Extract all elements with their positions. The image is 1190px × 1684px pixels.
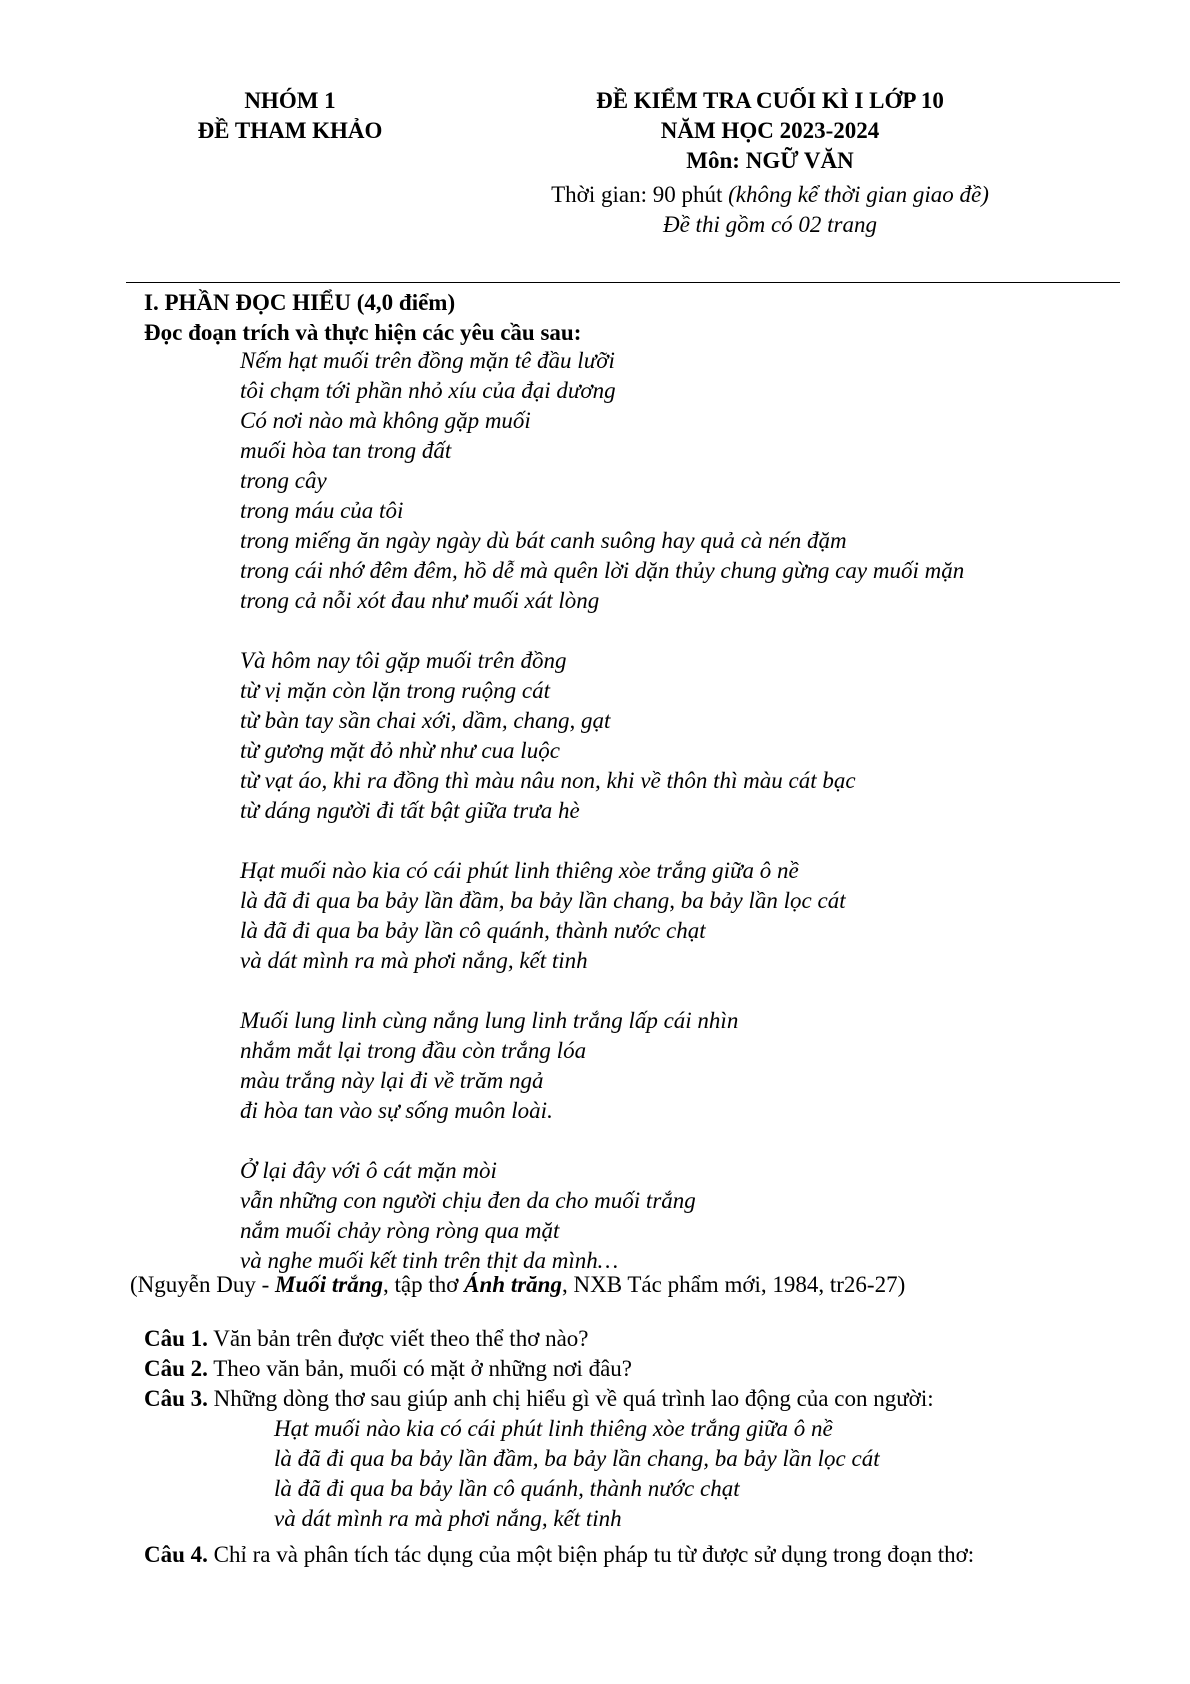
poem-line: và nghe muối kết tinh trên thịt da mình… xyxy=(240,1248,619,1273)
exam-type-label: ĐỀ THAM KHẢO xyxy=(197,118,383,143)
question-text: Những dòng thơ sau giúp anh chị hiểu gì về quá trình lao động của con người: xyxy=(207,1386,934,1411)
poem-stanza xyxy=(240,1006,964,1126)
poem-line: từ gương mặt đỏ nhừ như cua luộc xyxy=(240,738,560,763)
poem-line: trong máu của tôi xyxy=(240,498,404,523)
poem-stanza xyxy=(240,1156,964,1276)
poem-line: trong cả nỗi xót đau như muối xát lòng xyxy=(240,588,600,613)
poem-excerpt xyxy=(240,346,964,1276)
question-text: Theo văn bản, muối có mặt ở những nơi đâu? xyxy=(207,1356,632,1381)
poem-line: trong cây xyxy=(240,468,327,493)
school-year: NĂM HỌC 2023-2024 xyxy=(660,118,880,143)
poem-line: nắm muối chảy ròng ròng qua mặt xyxy=(240,1218,560,1243)
poem-line: trong cái nhớ đêm đêm, hồ dễ mà quên lời dặn thủy chung gừng cay muối mặn xyxy=(240,558,965,583)
page-count: Đề thi gồm có 02 trang xyxy=(662,212,877,237)
quote-line: và dát mình ra mà phơi nắng, kết tinh xyxy=(274,1506,622,1531)
question-label: Câu 1. xyxy=(144,1326,208,1351)
poem-line: từ vạt áo, khi ra đồng thì màu nâu non, khi về thôn thì màu cát bạc xyxy=(240,768,856,793)
poem-line: Hạt muối nào kia có cái phút linh thiêng xòe trắng giữa ô nề xyxy=(240,858,799,883)
quote-line: là đã đi qua ba bảy lần cô quánh, thành nước chạt xyxy=(274,1476,740,1501)
time-label: Thời gian: 90 phút xyxy=(551,182,723,207)
question-4 xyxy=(144,1540,974,1570)
poem-line: là đã đi qua ba bảy lần đầm, ba bảy lần chang, ba bảy lần lọc cát xyxy=(240,888,846,913)
source-middle: , tập thơ xyxy=(383,1272,465,1297)
question-1 xyxy=(144,1324,974,1354)
question-text: Chỉ ra và phân tích tác dụng của một biện pháp tu từ được sử dụng trong đoạn thơ: xyxy=(207,1542,975,1567)
time-note: (không kể thời gian giao đề) xyxy=(728,182,989,207)
poem-line: màu trắng này lại đi về trăm ngả xyxy=(240,1068,544,1093)
question-3 xyxy=(144,1384,974,1414)
source-poem-title: Muối trắng xyxy=(275,1272,384,1297)
poem-line: từ bàn tay sần chai xới, dầm, chang, gạt xyxy=(240,708,611,733)
poem-line: là đã đi qua ba bảy lần cô quánh, thành nước chạt xyxy=(240,918,706,943)
poem-line: từ vị mặn còn lặn trong ruộng cát xyxy=(240,678,551,703)
question-label: Câu 2. xyxy=(144,1356,208,1381)
poem-stanza xyxy=(240,346,964,616)
poem-line: Ở lại đây với ô cát mặn mòi xyxy=(240,1158,497,1183)
poem-line: và dát mình ra mà phơi nắng, kết tinh xyxy=(240,948,588,973)
source-suffix: , NXB Tác phẩm mới, 1984, tr26-27) xyxy=(561,1272,906,1297)
exam-title: ĐỀ KIỂM TRA CUỐI KÌ I LỚP 10 xyxy=(596,88,944,113)
poem-line: tôi chạm tới phần nhỏ xíu của đại dương xyxy=(240,378,616,403)
quote-line: Hạt muối nào kia có cái phút linh thiêng xòe trắng giữa ô nề xyxy=(274,1416,833,1441)
question-text: Văn bản trên được viết theo thể thơ nào? xyxy=(207,1326,589,1351)
poem-source xyxy=(130,1270,905,1300)
source-collection: Ánh trăng xyxy=(464,1272,562,1297)
header-divider xyxy=(126,282,1120,283)
poem-line: Muối lung linh cùng nắng lung linh trắng lấp cái nhìn xyxy=(240,1008,739,1033)
question-list xyxy=(144,1324,974,1570)
question-2 xyxy=(144,1354,974,1384)
section-instruction: Đọc đoạn trích và thực hiện các yêu cầu sau: xyxy=(144,320,582,345)
subject: Môn: NGỮ VĂN xyxy=(686,148,854,173)
source-prefix: (Nguyễn Duy - xyxy=(130,1272,275,1297)
section-title: I. PHẦN ĐỌC HIỂU (4,0 điểm) xyxy=(144,290,456,315)
poem-line: trong miếng ăn ngày ngày dù bát canh suông hay quả cà nén đặm xyxy=(240,528,847,553)
poem-line: vẫn những con người chịu đen da cho muối trắng xyxy=(240,1188,696,1213)
poem-line: từ dáng người đi tất bật giữa trưa hè xyxy=(240,798,580,823)
group-label: NHÓM 1 xyxy=(244,88,336,113)
poem-line: đi hòa tan vào sự sống muôn loài. xyxy=(240,1098,553,1123)
question-label: Câu 3. xyxy=(144,1386,208,1411)
question-3-quote xyxy=(274,1414,974,1534)
header-right xyxy=(520,86,1020,240)
question-label: Câu 4. xyxy=(144,1542,208,1567)
quote-line: là đã đi qua ba bảy lần đầm, ba bảy lần chang, ba bảy lần lọc cát xyxy=(274,1446,880,1471)
poem-stanza xyxy=(240,646,964,826)
poem-stanza xyxy=(240,856,964,976)
poem-line: muối hòa tan trong đất xyxy=(240,438,452,463)
time-info xyxy=(520,180,1020,210)
poem-line: Có nơi nào mà không gặp muối xyxy=(240,408,531,433)
poem-line: nhắm mắt lại trong đầu còn trắng lóa xyxy=(240,1038,587,1063)
poem-line: Và hôm nay tôi gặp muối trên đồng xyxy=(240,648,567,673)
header-left xyxy=(140,86,440,146)
poem-line: Nếm hạt muối trên đồng mặn tê đầu lưỡi xyxy=(240,348,615,373)
